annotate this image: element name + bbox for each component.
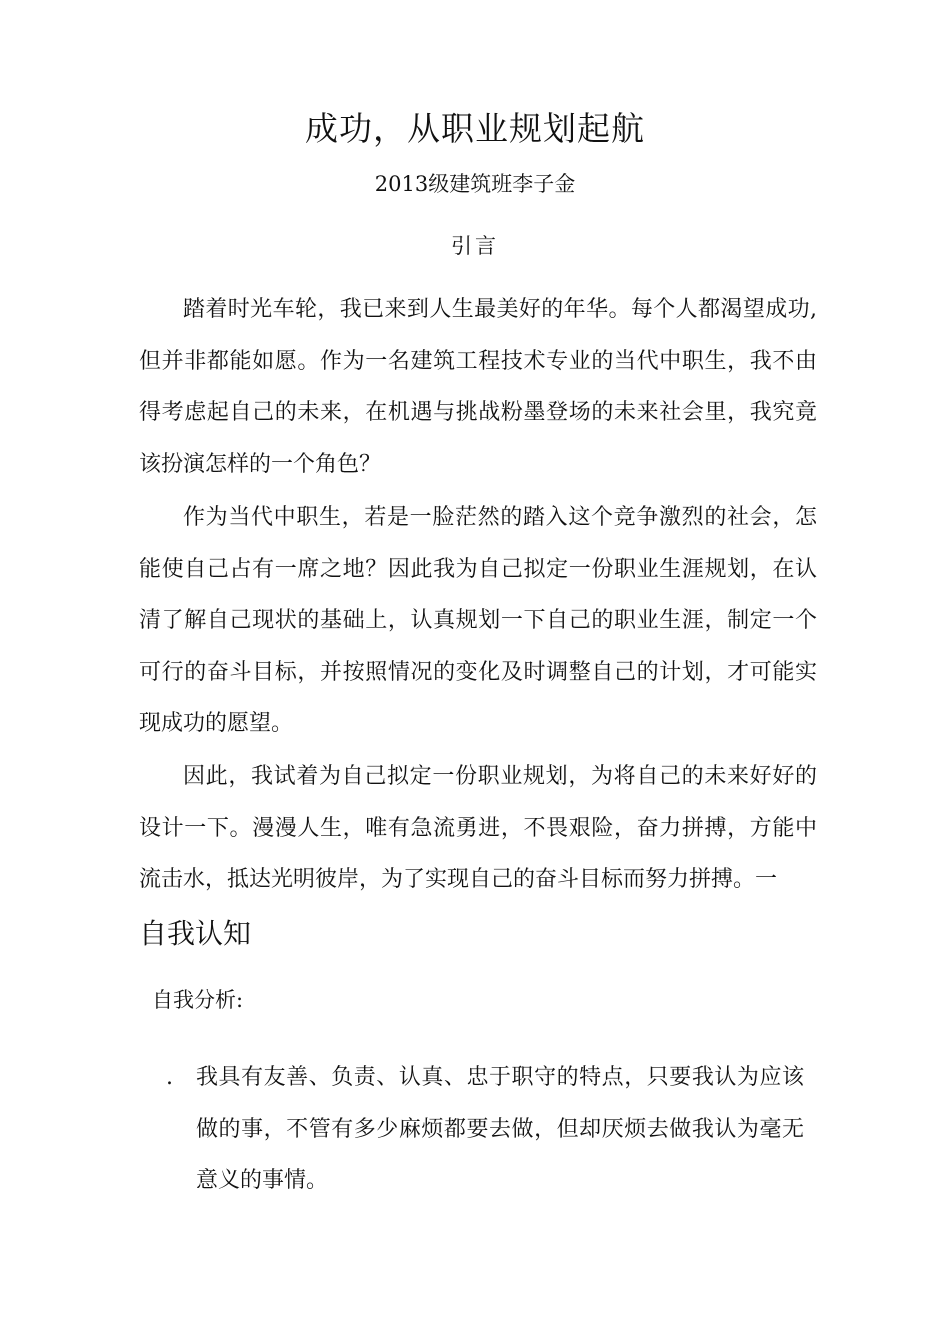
section-heading-self-awareness: 自我认知: [139, 917, 252, 950]
paragraph-1: 踏着时光车轮，我已来到人生最美好的年华。每个人都渴望成功,但并非都能如愿。作为一名建筑工程技术专业的当代中职生，我不由得考虑起自己的未来，在机遇与挑战粉墨登场的未来社会里，我究竟该扮演怎样的一个角色？: [139, 297, 817, 477]
document-title: 成功，从职业规划起航: [305, 109, 645, 148]
paragraph-2: 作为当代中职生，若是一脸茫然的踏入这个竞争激烈的社会，怎能使自己占有一席之地？因此我为自己拟定一份职业生涯规划，在认清了解自己现状的基础上，认真规划一下自己的职业生涯，制定一个可行的奋斗目标，并按照情况的变化及时调整自己的计划，才可能实现成功的愿望。: [139, 505, 817, 736]
author-line: 2013级建筑班李子金: [374, 172, 576, 196]
list-item: [166, 1052, 804, 1207]
list-bullet: .: [166, 1065, 173, 1090]
paragraph-3: 因此，我试着为自己拟定一份职业规划，为将自己的未来好好的设计一下。漫漫人生，唯有急流勇进，不畏艰险，奋力拼搏，方能中流击水，抵达光明彼岸，为了实现自己的奋斗目标而努力拼搏。一: [139, 764, 817, 892]
list-item-text: 我具有友善、负责、认真、忠于职守的特点，只要我认为应该做的事，不管有多少麻烦都要去做，但却厌烦去做我认为毫无意义的事情。: [196, 1065, 804, 1193]
intro-heading: 引言: [451, 234, 499, 258]
subheading-self-analysis: 自我分析:: [152, 988, 244, 1012]
